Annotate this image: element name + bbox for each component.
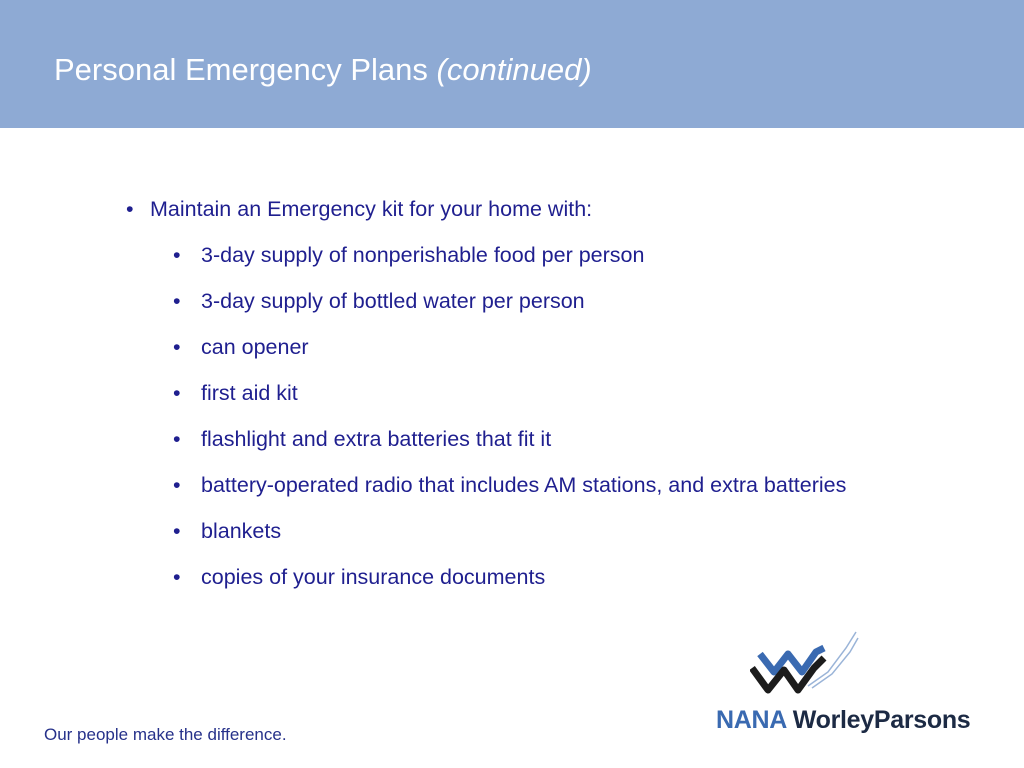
bullet-text: can opener — [201, 335, 309, 359]
bullet-dot: • — [173, 473, 181, 497]
bullet-dot: • — [173, 565, 181, 589]
bullet-dot: • — [173, 289, 181, 313]
bullet-text: battery-operated radio that includes AM stations, and extra batteries — [201, 473, 847, 497]
bullet-dot: • — [173, 335, 181, 359]
bullet-text: Maintain an Emergency kit for your home with: — [150, 197, 593, 221]
company-logo — [712, 628, 992, 740]
sub-bullet-item — [126, 558, 886, 597]
logo-wordmark — [716, 706, 970, 735]
bullet-text: 3-day supply of nonperishable food per person — [201, 243, 645, 267]
sub-bullet-item — [126, 282, 886, 321]
sub-bullet-item — [126, 374, 886, 413]
bullet-dot: • — [173, 243, 181, 267]
bullet-text: copies of your insurance documents — [201, 565, 546, 589]
sub-bullet-item — [126, 236, 886, 275]
slide-title-main: Personal Emergency Plans — [54, 52, 428, 87]
sub-bullet-item — [126, 420, 886, 459]
logo-worleyparsons: WorleyParsons — [792, 706, 971, 734]
sub-bullet-item — [126, 328, 886, 367]
bullet-text: flashlight and extra batteries that fit it — [201, 427, 552, 451]
slide-title-suffix: (continued) — [436, 52, 592, 87]
bullet-item — [126, 190, 886, 229]
sub-bullet-item — [126, 466, 886, 505]
title-bar — [0, 0, 1024, 128]
bullet-text: blankets — [201, 519, 282, 543]
slide-title — [54, 52, 592, 88]
bullet-dot: • — [126, 197, 134, 221]
logo-nana: NANA — [716, 706, 787, 734]
bullet-text: 3-day supply of bottled water per person — [201, 289, 585, 313]
footer-tagline: Our people make the difference. — [44, 725, 287, 744]
sub-bullet-item — [126, 512, 886, 551]
bullet-list — [126, 190, 886, 604]
bullet-dot: • — [173, 519, 181, 543]
bullet-dot: • — [173, 381, 181, 405]
bullet-dot: • — [173, 427, 181, 451]
bullet-text: first aid kit — [201, 381, 298, 405]
worleyparsons-wave-icon — [750, 628, 860, 704]
